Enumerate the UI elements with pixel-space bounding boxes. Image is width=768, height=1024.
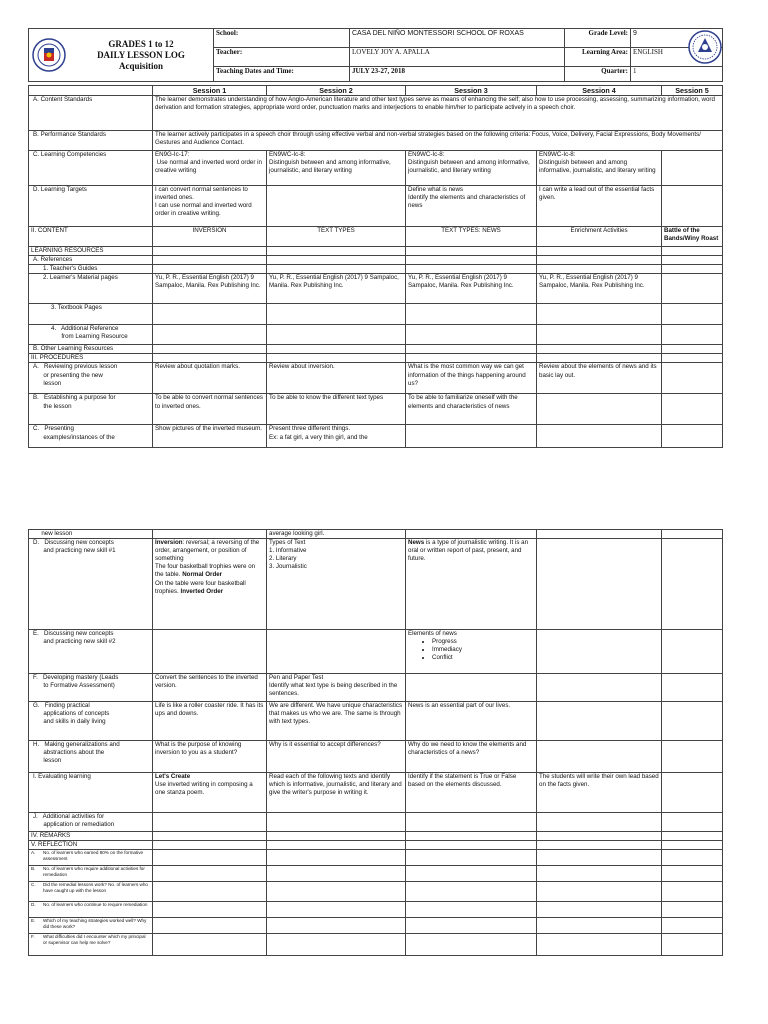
competencies-s3: EN9WC-Ic-8: Distinguish between and among informative, journalistic, and literary writing	[406, 151, 537, 186]
targets-label: D. Learning Targets	[29, 186, 153, 227]
content-s1: INVERSION	[153, 227, 267, 247]
proc-b-label: B. Establishing a purpose for the lesson	[29, 394, 153, 425]
targets-s5	[662, 186, 723, 227]
learners-material-s1: Yu, P. R., Essential English (2017) 9 Sampaloc, Manila. Rex Publishing Inc.	[153, 274, 267, 304]
proc-h-s2: Why is it essential to accept differences?	[267, 741, 406, 773]
area-label: Learning Area:	[565, 48, 631, 67]
proc-h-s3: Why do we need to know the elements and characteristics of a news?	[406, 741, 537, 773]
dates-label: Teaching Dates and Time:	[214, 67, 350, 82]
proc-j-label: J. Additional activities for application or remediation	[29, 813, 153, 832]
proc-e-s3: Elements of news • Progress • Immediacy • Conflict	[406, 630, 537, 674]
session-1-header: Session 1	[153, 86, 267, 96]
reflection-item: E. Which of my teaching strategies worked well? Why did these work?	[29, 918, 153, 934]
content-label: II. CONTENT	[29, 227, 153, 247]
additional-ref-label: 4. Additional Reference from Learning Resource	[29, 325, 153, 345]
competencies-s1: EN9G-Ic-17: Use normal and inverted word order in creative writing	[153, 151, 267, 186]
remarks-label: IV. REMARKS	[29, 832, 153, 841]
proc-h-s1: What is the purpose of knowing inversion to you as a student?	[153, 741, 267, 773]
teachers-guides-label: 1. Teacher's Guides	[29, 265, 153, 274]
header-table	[28, 28, 723, 82]
title-line-1: GRADES 1 to 12	[108, 38, 174, 49]
proc-i-s1: Let's Create Use inverted writing in composing a one stanza poem.	[153, 773, 267, 813]
reflection-item: B. No. of learners who require additional activities for remediation	[29, 866, 153, 882]
reflection-item: A. No. of learners who earned 80% on the formative assessment	[29, 850, 153, 866]
proc-b-s1: To be able to convert normal sentences to inverted ones.	[153, 394, 267, 425]
proc-f-label: F. Developing mastery (Leads to Formative Assessment)	[29, 674, 153, 702]
competencies-s4: EN9WC-Ic-8: Distinguish between and among informative, journalistic, and literary writing	[537, 151, 662, 186]
targets-s3: Define what is news Identify the elements and characteristics of news	[406, 186, 537, 227]
proc-f-s1: Convert the sentences to the inverted version.	[153, 674, 267, 702]
proc-g-s1: Life is like a roller coaster ride. It has its ups and downs.	[153, 702, 267, 741]
teacher-value: LOVELY JOY A. APALLA	[350, 48, 565, 67]
page-bottom	[28, 529, 722, 956]
dates-value: JULY 23-27, 2018	[350, 67, 565, 82]
grade-value: 9	[631, 29, 723, 48]
proc-c-s2-cont: average looking girl.	[267, 530, 406, 539]
targets-s2	[267, 186, 406, 227]
session-3-header: Session 3	[406, 86, 537, 96]
content-standards-text: The learner demonstrates understanding of how Anglo-American literature and other text types serve as means of enhancing the self; also how to use processing, assessing, summarizing information, word derivation and formation strategies, appropriate word order, punctuation marks and interjections to enable him/her to participate actively in a speech choir.	[153, 96, 723, 131]
grade-label: Grade Level:	[565, 29, 631, 48]
proc-a-s4: Review about the elements of news and its basic lay out.	[537, 363, 662, 394]
competencies-label: C. Learning Competencies	[29, 151, 153, 186]
proc-f-s2: Pen and Paper Test Identify what text type is being described in the sentences.	[267, 674, 406, 702]
proc-d-label: D. Discussing new concepts and practicing new skill #1	[29, 539, 153, 630]
learners-material-s3: Yu, P. R., Essential English (2017) 9 Sampaloc, Manila. Rex Publishing Inc.	[406, 274, 537, 304]
textbook-label: 3. Textbook Pages	[29, 304, 153, 325]
news-element-item: • Immediacy	[432, 646, 534, 654]
targets-s1: I can convert normal sentences to inverted ones. I can use normal and inverted word order in creative writing.	[153, 186, 267, 227]
proc-a-s3: What is the most common way we can get information of the things happening around us?	[406, 363, 537, 394]
proc-g-s3: News is an essential part of our lives.	[406, 702, 537, 741]
teacher-label: Teacher:	[214, 48, 350, 67]
school-seal-icon	[688, 30, 722, 69]
content-s3: TEXT TYPES: NEWS	[406, 227, 537, 247]
proc-g-label: G. Finding practical applications of concepts and skills in daily living	[29, 702, 153, 741]
performance-standards-text: The learner actively participates in a speech choir through using effective verbal and non-verbal strategies based on the following criteria: Focus, Voice, Delivery, Facial Expressions, Body Movements/ Gestures and Audience Contact.	[153, 131, 723, 151]
reflection-item: F. What difficulties did I encounter which my principal or supervisor can help me solve?	[29, 934, 153, 956]
proc-i-s3: Identify if the statement is True or False based on the elements discussed.	[406, 773, 537, 813]
proc-h-label: H. Making generalizations and abstractions about the lesson	[29, 741, 153, 773]
school-value: CASA DEL NIÑO MONTESSORI SCHOOL OF ROXAS	[350, 29, 565, 48]
content-s4: Enrichment Activities	[537, 227, 662, 247]
title-block	[29, 29, 214, 82]
proc-d-s1: Inversion: reversal; a reversing of the order, arrangement, or position of something The four basketball trophies were on the table. Normal Order On the table were four basketball trophies. Inverted Order	[153, 539, 267, 630]
reflection-item: D. No. of learners who continue to require remediation	[29, 902, 153, 918]
school-label: School:	[214, 29, 350, 48]
proc-b-s3: To be able to familiarize oneself with the elements and characteristics of news	[406, 394, 537, 425]
proc-i-s2: Read each of the following texts and identify which is informative, journalistic, and literary and give the writer's purpose in writing it.	[267, 773, 406, 813]
reflection-item: C. Did the remedial lessons work? No. of learners who have caught up with the lesson	[29, 882, 153, 902]
learners-material-label: 2. Learner's Material pages	[29, 274, 153, 304]
proc-c-s2: Present three different things. Ex: a fat girl, a very thin girl, and the	[267, 425, 406, 448]
page-top	[28, 28, 722, 448]
other-resources-label: B. Other Learning Resources	[29, 345, 153, 354]
deped-seal-icon	[29, 38, 69, 72]
proc-b-s2: To be able to know the different text types	[267, 394, 406, 425]
proc-c-label: C. Presenting examples/instances of the	[29, 425, 153, 448]
proc-a-s2: Review about inversion.	[267, 363, 406, 394]
proc-i-label: I. Evaluating learning	[29, 773, 153, 813]
proc-i-s4: The students will write their own lead based on the facts given.	[537, 773, 662, 813]
proc-c-label-cont: new lesson	[29, 530, 153, 539]
lesson-table-bottom	[28, 529, 723, 956]
reflection-label: V. REFLECTION	[29, 841, 153, 850]
proc-d-s3: News is a type of journalistic writing. It is an oral or written report of past, present, and future.	[406, 539, 537, 630]
session-2-header: Session 2	[267, 86, 406, 96]
learners-material-s4: Yu, P. R., Essential English (2017) 9 Sampaloc, Manila. Rex Publishing Inc.	[537, 274, 662, 304]
news-element-item: • Progress	[432, 638, 534, 646]
proc-c-s1: Show pictures of the inverted museum.	[153, 425, 267, 448]
proc-e-label: E. Discussing new concepts and practicing new skill #2	[29, 630, 153, 674]
learners-material-s2: Yu, P. R., Essential English (2017) 9 Sampaloc, Manila. Rex Publishing Inc.	[267, 274, 406, 304]
content-standards-label: A. Content Standards	[29, 96, 153, 131]
session-4-header: Session 4	[537, 86, 662, 96]
targets-s4: I can write a lead out of the essential facts given.	[537, 186, 662, 227]
quarter-label: Quarter:	[565, 67, 631, 82]
competencies-s2: EN9WC-Ic-8: Distinguish between and among informative, journalistic, and literary writing	[267, 151, 406, 186]
content-s5: Battle of the Bands/Winy Roast	[662, 227, 723, 247]
procedures-label: III. PROCEDURES	[29, 354, 153, 363]
proc-d-s2: Types of Text 1. Informative 2. Literary 3. Journalistic	[267, 539, 406, 630]
performance-standards-label: B. Performance Standards	[29, 131, 153, 151]
competencies-s5	[662, 151, 723, 186]
title-line-2: DAILY LESSON LOG	[97, 49, 185, 60]
quarter-value: 1	[631, 67, 723, 82]
references-label: A. References	[29, 256, 153, 265]
session-5-header: Session 5	[662, 86, 723, 96]
proc-a-label: A. Reviewing previous lesson or presenting the new lesson	[29, 363, 153, 394]
proc-g-s2: We are different. We have unique characteristics that makes us who we are. The same is through with text types.	[267, 702, 406, 741]
area-value: ENGLISH	[631, 48, 723, 67]
learning-resources-label: LEARNING RESOURCES	[29, 247, 153, 256]
proc-a-s1: Review about quotation marks.	[153, 363, 267, 394]
title-line-3: Acquisition	[118, 60, 163, 71]
news-element-item: • Conflict	[432, 654, 534, 662]
content-s2: TEXT TYPES	[267, 227, 406, 247]
lesson-table-top	[28, 85, 723, 448]
